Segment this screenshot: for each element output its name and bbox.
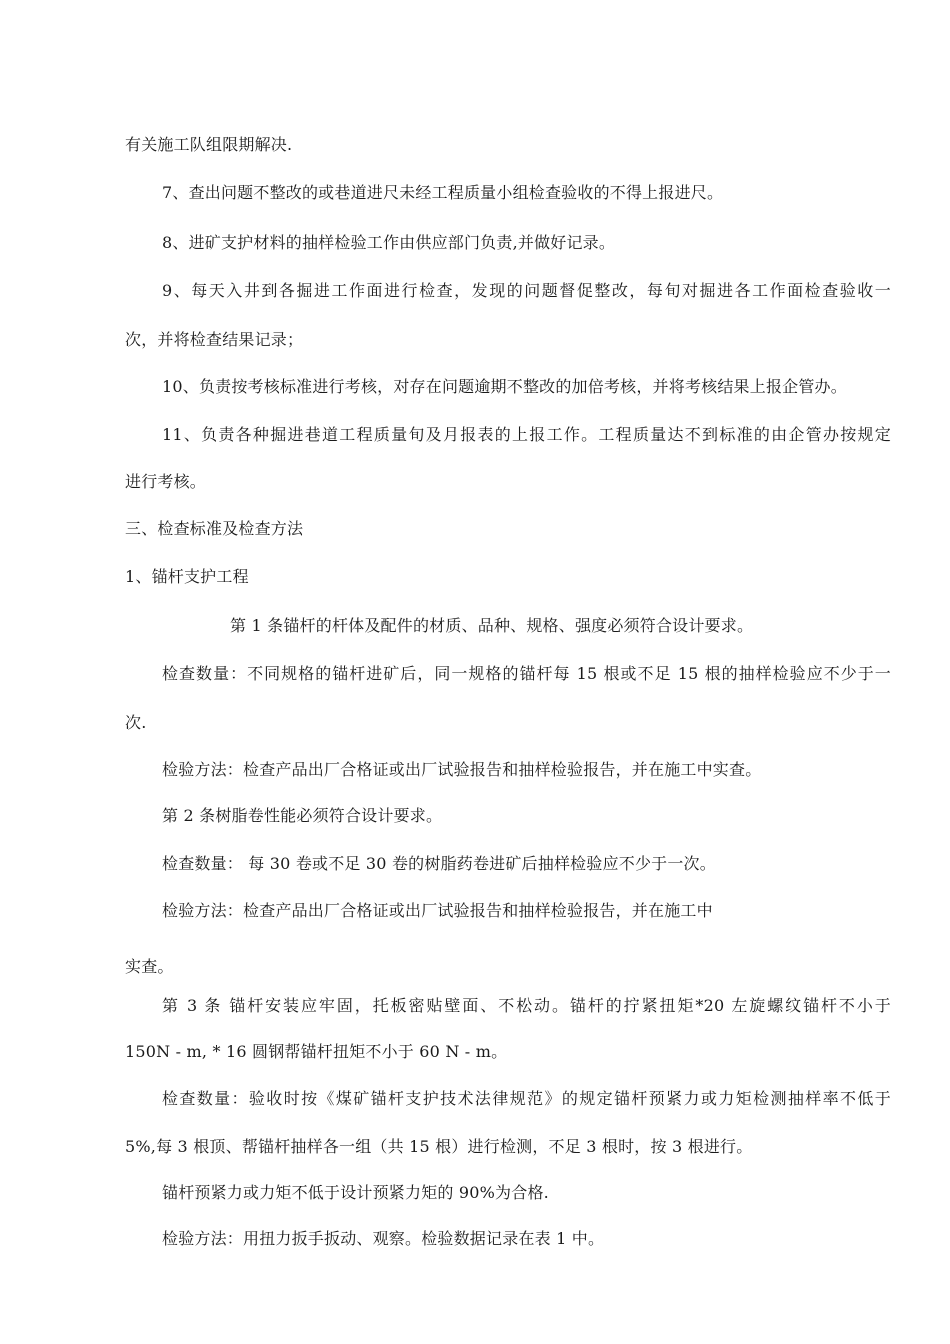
text-line: 锚杆预紧力或力矩不低于设计预紧力矩的 90%为合格.	[162, 1183, 549, 1202]
text-line: 第 3 条 锚杆安装应牢固，托板密贴壁面、不松动。锚杆的拧紧扭矩*20 左旋螺纹锚杆不小于	[162, 996, 891, 1015]
text-line: 次，并将检查结果记录；	[125, 330, 304, 349]
text-line: 9、每天入井到各掘进工作面进行检查，发现的问题督促整改，每旬对掘进各工作面检查验收一	[162, 281, 891, 300]
text-line: 第 1 条锚杆的杆体及配件的材质、品种、规格、强度必须符合设计要求。	[230, 616, 754, 635]
text-line: 5%,每 3 根顶、帮锚杆抽样各一组（共 15 根）进行检测，不足 3 根时，按 3 根进行。	[125, 1137, 753, 1156]
text-line: 第 2 条树脂卷性能必须符合设计要求。	[162, 806, 443, 825]
section-heading: 三、检查标准及检查方法	[125, 519, 304, 538]
text-line: 10、负责按考核标准进行考核，对存在问题逾期不整改的加倍考核，并将考核结果上报企管办。	[162, 377, 847, 396]
text-line: 7、查出问题不整改的或巷道进尺未经工程质量小组检查验收的不得上报进尺。	[162, 183, 724, 202]
text-line: 11、负责各种掘进巷道工程质量旬及月报表的上报工作。工程质量达不到标准的由企管办按规定	[162, 425, 891, 444]
text-line: 实查。	[125, 957, 174, 976]
text-line: 检验方法：用扭力扳手扳动、观察。检验数据记录在表 1 中。	[162, 1229, 605, 1248]
text-line: 8、进矿支护材料的抽样检验工作由供应部门负责,并做好记录。	[162, 233, 616, 252]
subsection-heading: 1、锚杆支护工程	[125, 567, 249, 586]
text-line: 检验方法：检查产品出厂合格证或出厂试验报告和抽样检验报告，并在施工中	[162, 901, 713, 920]
text-line: 次.	[125, 713, 147, 732]
text-line: 进行考核。	[125, 472, 207, 491]
text-line: 检验方法：检查产品出厂合格证或出厂试验报告和抽样检验报告，并在施工中实查。	[162, 760, 762, 779]
text-line: 检查数量： 每 30 卷或不足 30 卷的树脂药卷进矿后抽样检验应不少于一次。	[162, 854, 716, 873]
text-line: 检查数量：验收时按《煤矿锚杆支护技术法律规范》的规定锚杆预紧力或力矩检测抽样率不低于	[162, 1089, 891, 1108]
text-line: 有关施工队组限期解决.	[125, 135, 293, 154]
text-line: 150N - m, * 16 圆钢帮锚杆扭矩不小于 60 N - m。	[125, 1042, 508, 1061]
text-line: 检查数量：不同规格的锚杆进矿后，同一规格的锚杆每 15 根或不足 15 根的抽样检验应不少于一	[162, 664, 891, 683]
